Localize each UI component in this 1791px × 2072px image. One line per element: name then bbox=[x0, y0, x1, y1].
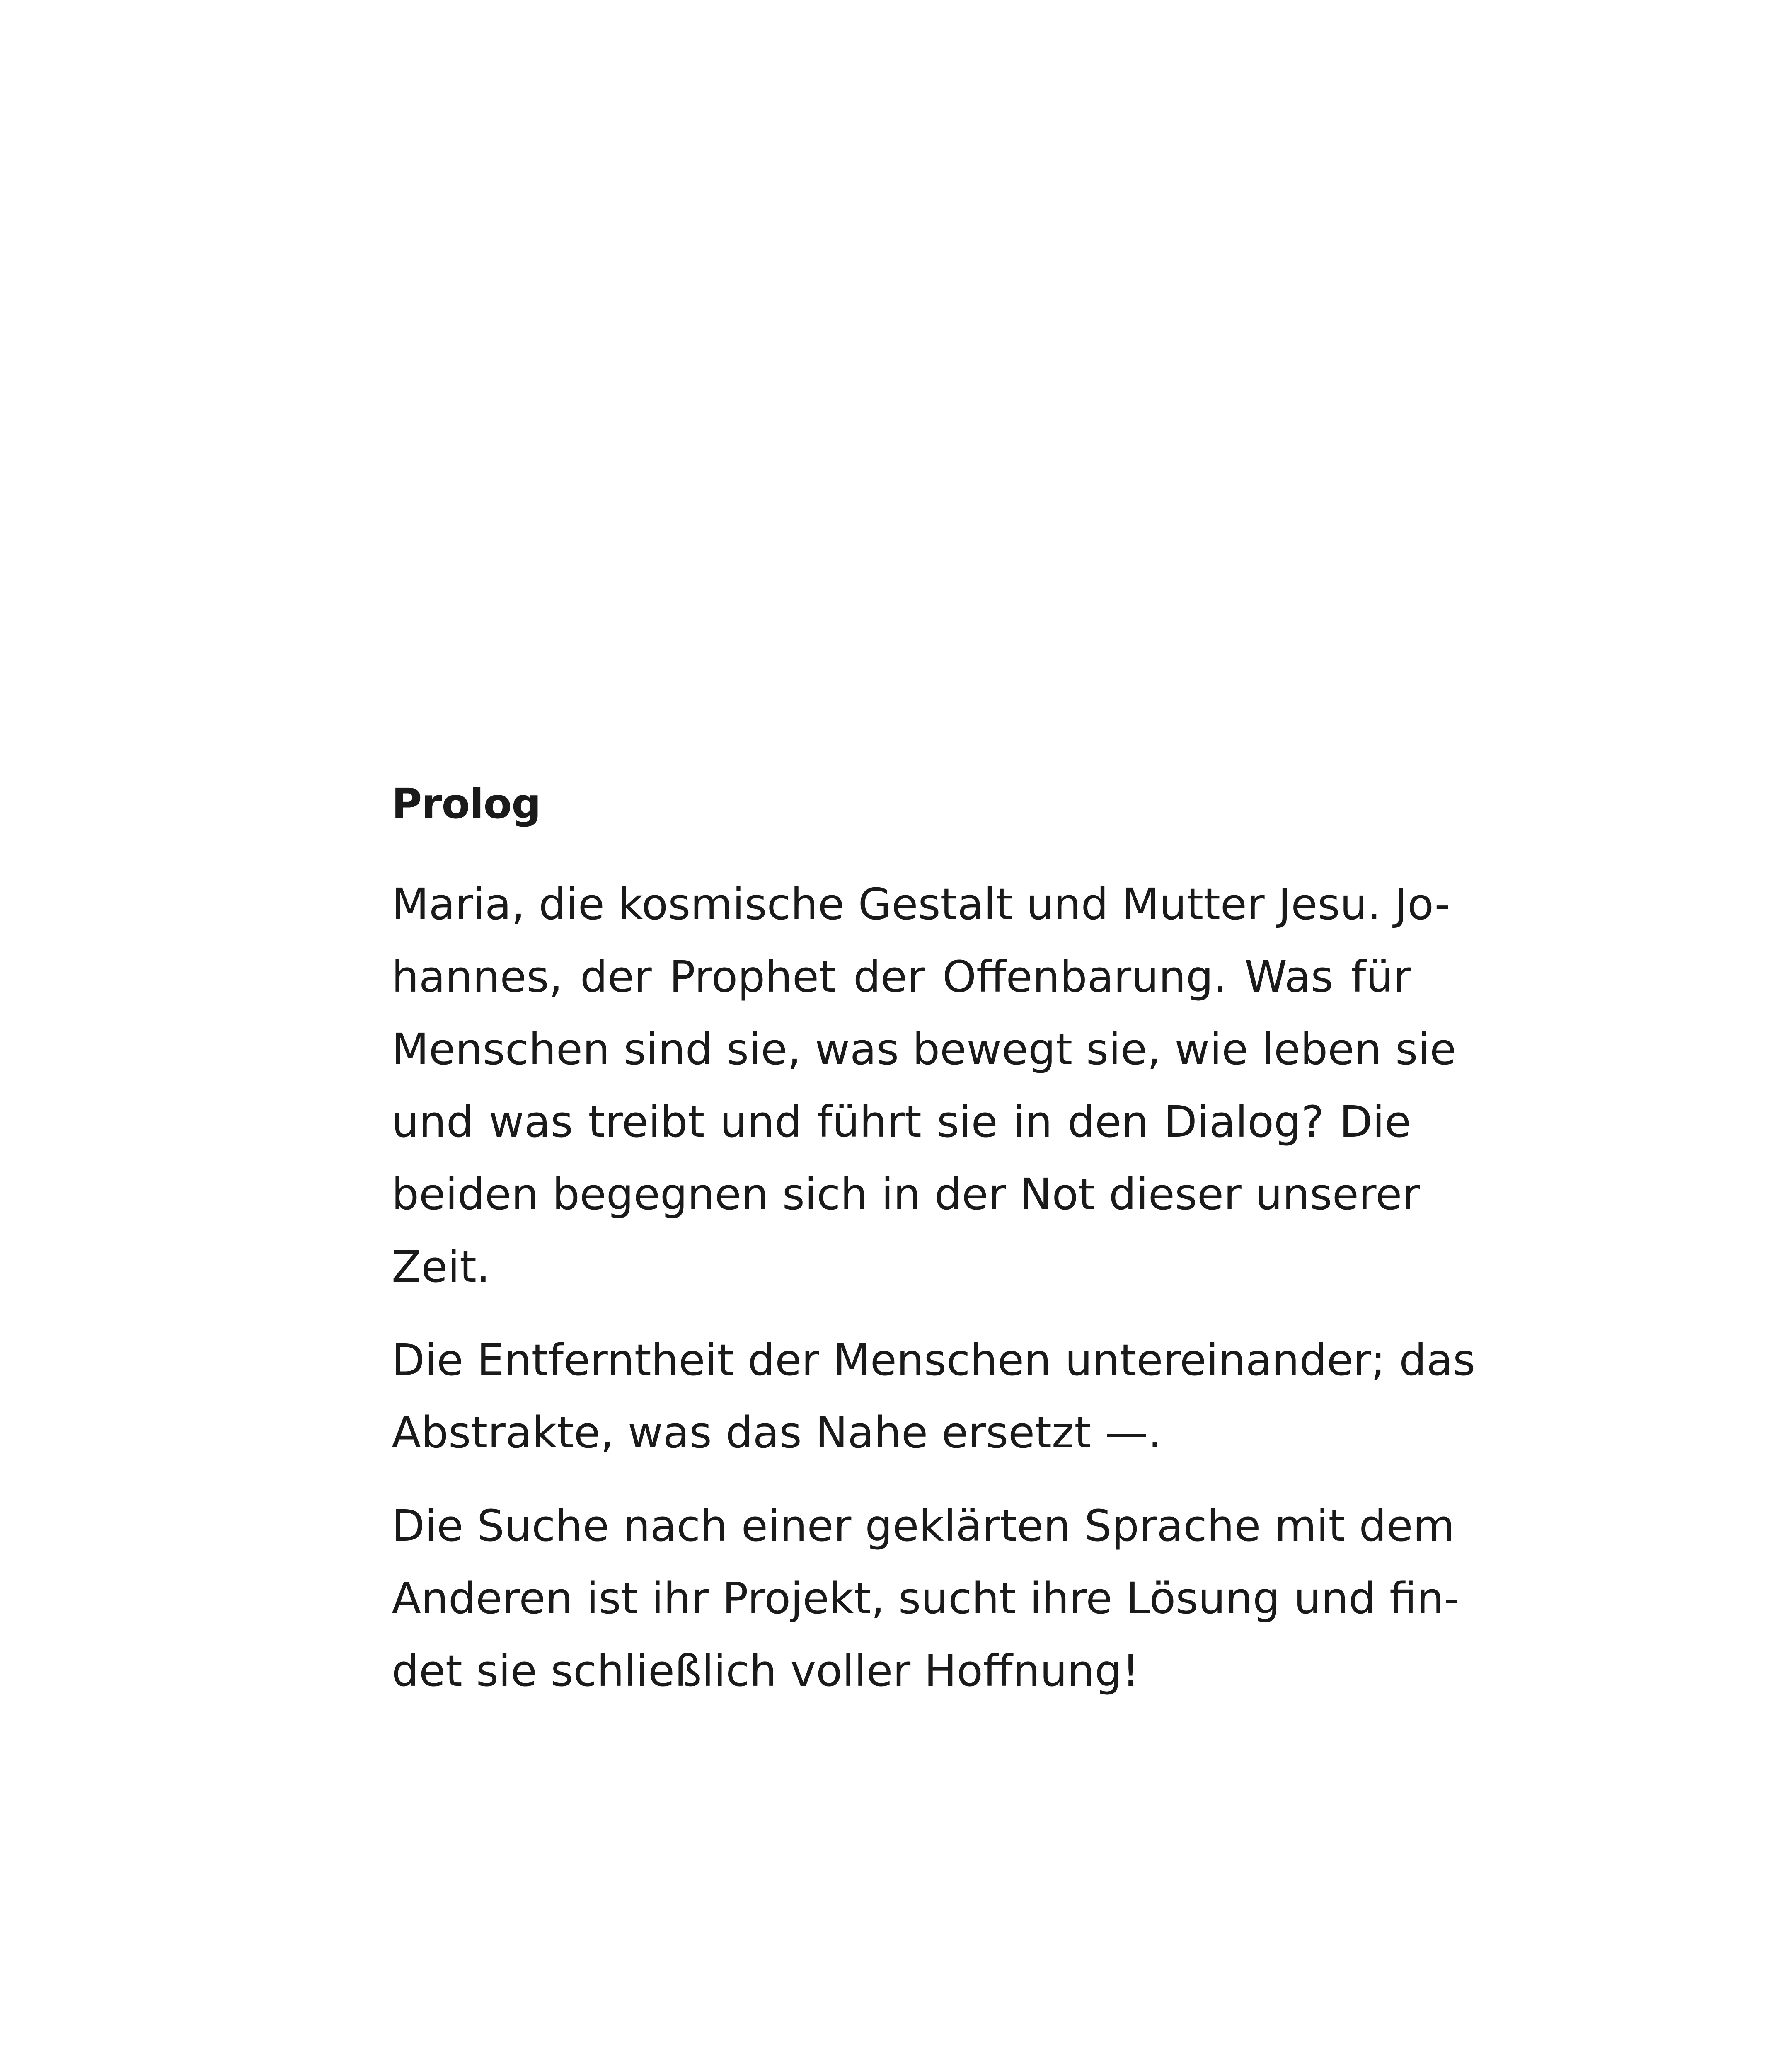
text-line: Abstrakte, was das Nahe ersetzt —. bbox=[392, 1407, 1162, 1458]
text-line: Maria, die kosmische Gestalt und Mutter Jesu. Jo- bbox=[392, 879, 1450, 929]
text-line: und was treibt und führt sie in den Dialog? Die bbox=[392, 1097, 1411, 1147]
paragraph-3 bbox=[392, 1490, 1460, 1707]
text-line: Menschen sind sie, was bewegt sie, wie leben sie bbox=[392, 1024, 1457, 1075]
paragraph-1 bbox=[392, 868, 1457, 1303]
text-line: Anderen ist ihr Projekt, sucht ihre Lösung und fin- bbox=[392, 1573, 1460, 1624]
text-line: Die Suche nach einer geklärten Sprache mit dem bbox=[392, 1501, 1455, 1551]
paragraph-2 bbox=[392, 1324, 1476, 1469]
text-line: det sie schließlich voller Hoffnung! bbox=[392, 1646, 1140, 1696]
text-line: hannes, der Prophet der Offenbarung. Was für bbox=[392, 951, 1411, 1002]
prologue-section bbox=[392, 779, 1476, 1728]
text-line: Zeit. bbox=[392, 1242, 490, 1292]
chapter-heading: Prolog bbox=[392, 779, 541, 828]
text-line: beiden begegnen sich in der Not dieser unserer bbox=[392, 1169, 1420, 1220]
text-line: Die Entferntheit der Menschen untereinander; das bbox=[392, 1335, 1476, 1385]
